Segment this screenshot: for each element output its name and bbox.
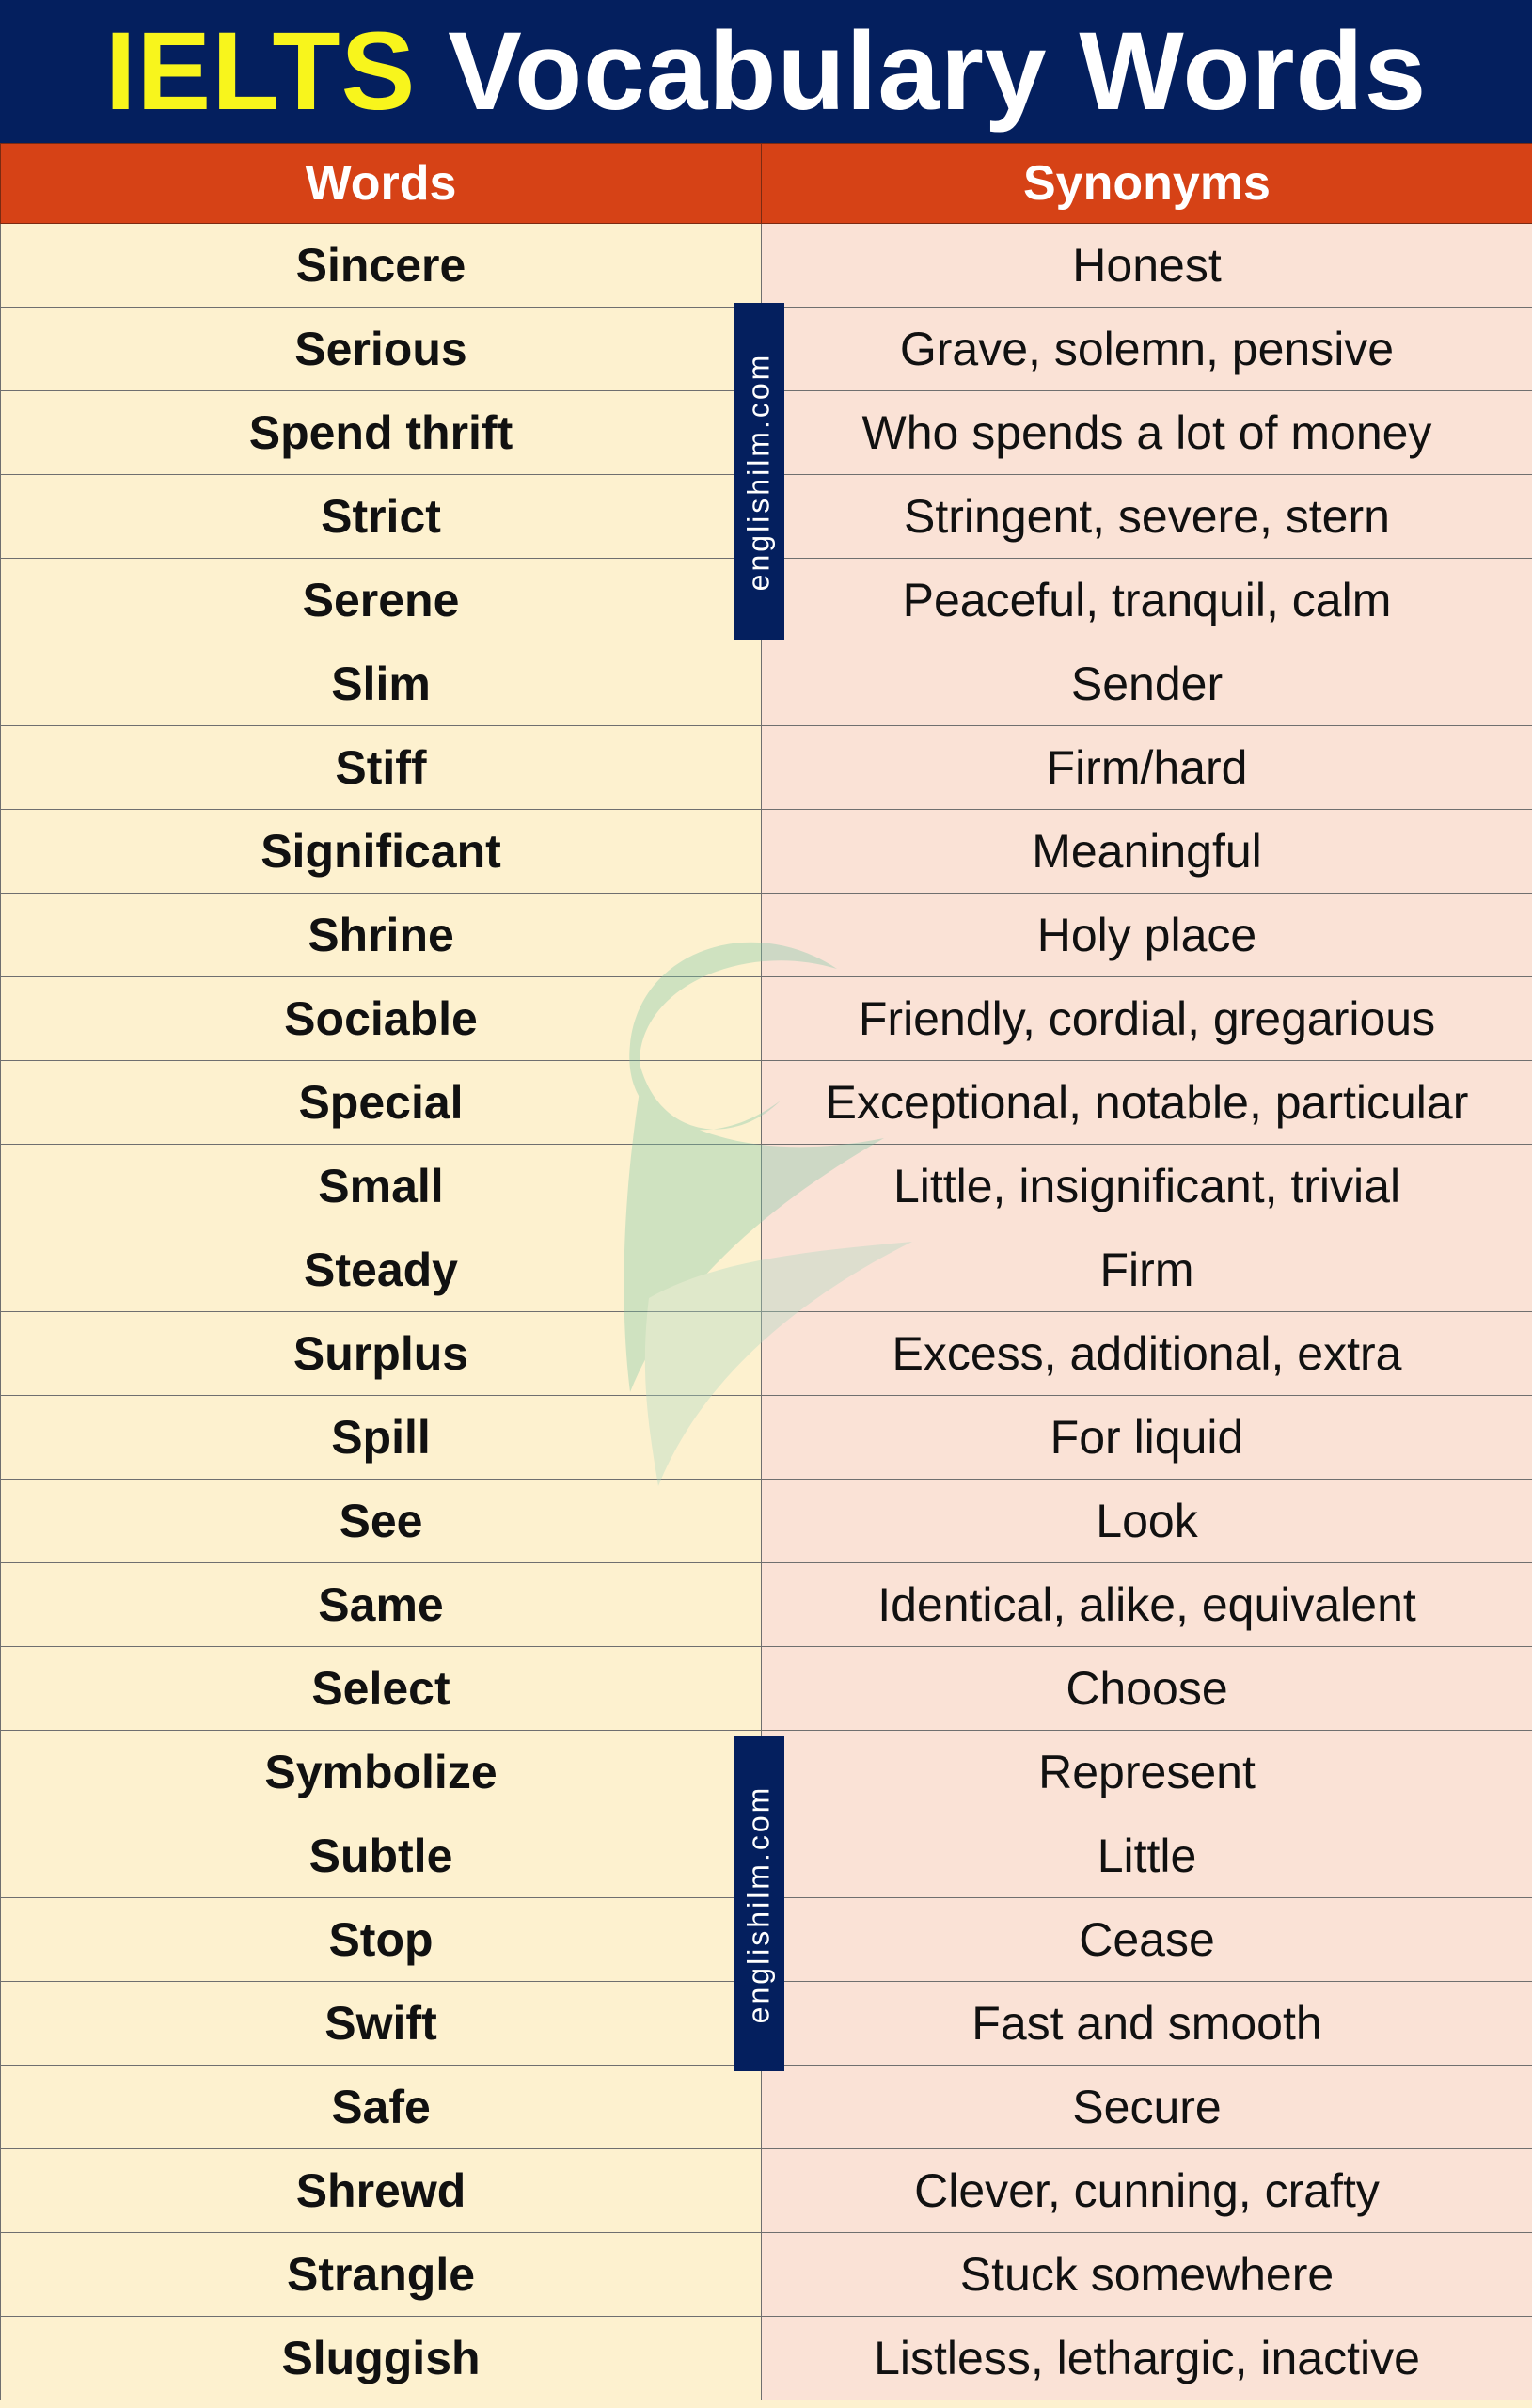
table-row (1, 977, 1532, 1061)
table-row (1, 2317, 1532, 2400)
word-cell: Shrine (1, 894, 762, 977)
synonym-cell: Stringent, severe, stern (762, 475, 1532, 559)
word-cell: Subtle (1, 1814, 762, 1898)
synonym-cell: Clever, cunning, crafty (762, 2149, 1532, 2233)
word-cell: Spill (1, 1396, 762, 1480)
word-cell: Steady (1, 1228, 762, 1312)
synonym-cell: For liquid (762, 1396, 1532, 1480)
page-title (104, 9, 1428, 134)
header-words: Words (1, 144, 762, 224)
title-bar (0, 0, 1532, 143)
word-cell: Serene (1, 559, 762, 642)
word-cell: Shrewd (1, 2149, 762, 2233)
synonym-cell: Cease (762, 1898, 1532, 1982)
synonym-cell: Excess, additional, extra (762, 1312, 1532, 1396)
word-cell: Sincere (1, 224, 762, 308)
synonym-cell: Choose (762, 1647, 1532, 1731)
word-cell: See (1, 1480, 762, 1563)
synonym-cell: Listless, lethargic, inactive (762, 2317, 1532, 2400)
word-cell: Strangle (1, 2233, 762, 2317)
title-main: Vocabulary Words (448, 9, 1428, 134)
word-cell: Serious (1, 308, 762, 391)
synonym-cell: Look (762, 1480, 1532, 1563)
table-row (1, 1563, 1532, 1647)
synonym-cell: Grave, solemn, pensive (762, 308, 1532, 391)
table-row (1, 810, 1532, 894)
table-header-row (1, 144, 1532, 224)
synonym-cell: Who spends a lot of money (762, 391, 1532, 475)
word-cell: Stiff (1, 726, 762, 810)
table-row (1, 1396, 1532, 1480)
table-row (1, 2066, 1532, 2149)
watermark-strip-bottom (734, 1736, 784, 2071)
synonym-cell: Peaceful, tranquil, calm (762, 559, 1532, 642)
word-cell: Swift (1, 1982, 762, 2066)
synonym-cell: Identical, alike, equivalent (762, 1563, 1532, 1647)
table-row (1, 224, 1532, 308)
word-cell: Same (1, 1563, 762, 1647)
synonym-cell: Stuck somewhere (762, 2233, 1532, 2317)
table-row (1, 1145, 1532, 1228)
word-cell: Surplus (1, 1312, 762, 1396)
watermark-text: englishilm.com (741, 1784, 776, 2023)
title-highlight: IELTS (104, 9, 417, 134)
synonym-cell: Meaningful (762, 810, 1532, 894)
table-row (1, 1480, 1532, 1563)
word-cell: Sluggish (1, 2317, 762, 2400)
word-cell: Safe (1, 2066, 762, 2149)
synonym-cell: Firm/hard (762, 726, 1532, 810)
synonym-cell: Friendly, cordial, gregarious (762, 977, 1532, 1061)
table-row (1, 1647, 1532, 1731)
header-synonyms: Synonyms (762, 144, 1532, 224)
word-cell: Special (1, 1061, 762, 1145)
table-row (1, 1228, 1532, 1312)
word-cell: Select (1, 1647, 762, 1731)
word-cell: Symbolize (1, 1731, 762, 1814)
table-row (1, 2149, 1532, 2233)
synonym-cell: Holy place (762, 894, 1532, 977)
word-cell: Small (1, 1145, 762, 1228)
synonym-cell: Little (762, 1814, 1532, 1898)
synonym-cell: Firm (762, 1228, 1532, 1312)
table-row (1, 726, 1532, 810)
synonym-cell: Sender (762, 642, 1532, 726)
synonym-cell: Honest (762, 224, 1532, 308)
synonym-cell: Represent (762, 1731, 1532, 1814)
table-row (1, 894, 1532, 977)
word-cell: Slim (1, 642, 762, 726)
word-cell: Strict (1, 475, 762, 559)
word-cell: Stop (1, 1898, 762, 1982)
table-row (1, 2233, 1532, 2317)
word-cell: Sociable (1, 977, 762, 1061)
synonym-cell: Little, insignificant, trivial (762, 1145, 1532, 1228)
word-cell: Significant (1, 810, 762, 894)
synonym-cell: Fast and smooth (762, 1982, 1532, 2066)
word-cell: Spend thrift (1, 391, 762, 475)
synonym-cell: Secure (762, 2066, 1532, 2149)
watermark-text: englishilm.com (741, 352, 776, 591)
synonym-cell: Exceptional, notable, particular (762, 1061, 1532, 1145)
table-row (1, 642, 1532, 726)
watermark-strip-top (734, 303, 784, 640)
table-row (1, 1312, 1532, 1396)
table-row (1, 1061, 1532, 1145)
